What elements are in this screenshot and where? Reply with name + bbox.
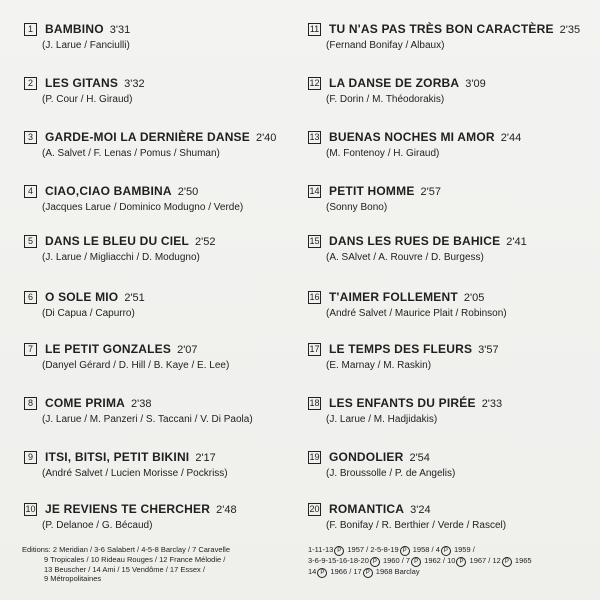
track-number-box: 15 [309, 236, 320, 246]
track-line [308, 396, 588, 411]
track-item [308, 502, 588, 532]
track-title: LES GITANS [45, 76, 119, 90]
track-line [24, 396, 294, 411]
track-title: LE TEMPS DES FLEURS [329, 342, 473, 356]
track-title: LES ENFANTS DU PIRÉE [329, 396, 476, 410]
track-title: CIAO,CIAO BAMBINA [45, 184, 172, 198]
track-duration: 2'44 [500, 132, 522, 144]
track-duration: 2'54 [409, 452, 430, 464]
track-line [24, 22, 294, 37]
track-credits: (André Salvet / Maurice Plait / Robinson) [326, 308, 507, 319]
track-line [308, 450, 588, 465]
track-item [308, 450, 588, 480]
track-credits: (A. SAlvet / A. Rouvre / D. Burgess) [326, 252, 484, 263]
track-item [24, 22, 294, 52]
track-line [308, 290, 588, 305]
track-credits: (André Salvet / Lucien Morisse / Pockriss) [42, 468, 228, 479]
track-number-box: 1 [24, 23, 37, 36]
track-duration: 3'09 [465, 78, 486, 90]
track-item [308, 76, 588, 106]
copyright-line [308, 545, 588, 556]
track-duration: 2'41 [506, 236, 527, 248]
track-credits: (J. Broussolle / P. de Angelis) [326, 468, 456, 479]
phonogram-icon: P [363, 568, 373, 578]
track-number-box: 6 [24, 291, 37, 304]
track-number-box: 20 [309, 504, 320, 514]
track-line [24, 130, 294, 145]
phonogram-icon: P [441, 546, 451, 556]
phonogram-icon: P [317, 568, 327, 578]
track-credits: (E. Marnay / M. Raskin) [326, 360, 432, 371]
phonogram-icon: P [370, 557, 380, 567]
track-duration: 3'31 [109, 24, 131, 36]
track-line [308, 76, 588, 91]
track-number-box: 2 [24, 77, 37, 90]
track-item [308, 184, 588, 214]
track-item [308, 130, 588, 160]
track-credits: (J. Larue / Fanciulli) [42, 40, 130, 51]
phonogram-icon: P [411, 557, 421, 567]
copyright-text: 1965 [512, 556, 532, 565]
track-duration: 2'57 [420, 186, 441, 198]
track-title: ITSI, BITSI, PETIT BIKINI [45, 450, 190, 464]
track-credits: (Jacques Larue / Dominico Modugno / Verde) [42, 202, 244, 213]
phonogram-icon: P [456, 557, 466, 567]
track-credits: (M. Fontenoy / H. Giraud) [326, 148, 440, 159]
track-number-box: 10 [25, 504, 36, 514]
track-credits: (Sonny Bono) [326, 202, 388, 213]
track-credits: (P. Delanoe / G. Bécaud) [42, 520, 153, 531]
copyright-line [308, 567, 588, 578]
track-title: PETIT HOMME [329, 184, 415, 198]
track-title: JE REVIENS TE CHERCHER [45, 502, 211, 516]
track-item [24, 184, 294, 214]
copyright-text: 1957 / 2-5-8-19 [345, 545, 399, 554]
copyright-text: 1960 / 7 [380, 556, 411, 565]
track-number-box: 13 [309, 132, 320, 142]
track-item [308, 396, 588, 426]
track-line [308, 22, 588, 37]
track-number-box: 16 [309, 292, 320, 302]
track-title: BAMBINO [45, 22, 104, 36]
copyright-text: 1966 / 17 [328, 567, 362, 576]
track-line [308, 234, 588, 249]
editions-line: Editions: 2 Meridian / 3-6 Salabert / 4-5-8 Barclay / 7 Caravelle [22, 545, 231, 554]
phonogram-icon: P [502, 557, 512, 567]
track-duration: 2'07 [177, 344, 198, 356]
editions-line: 9 Métropolitaines [44, 574, 102, 584]
track-duration: 3'57 [478, 344, 499, 356]
track-item [24, 290, 294, 320]
track-credits: (J. Larue / M. Hadjidakis) [326, 414, 438, 425]
copyright-text: 1967 / 12 [467, 556, 501, 565]
track-number-box: 14 [309, 186, 320, 196]
track-title: COME PRIMA [45, 396, 125, 410]
track-title: GARDE-MOI LA DERNIÈRE DANSE [45, 130, 250, 144]
track-title: TU N'AS PAS TRÈS BON CARACTÈRE [329, 22, 554, 36]
track-title: BUENAS NOCHES MI AMOR [329, 130, 495, 144]
track-item [308, 290, 588, 320]
track-item [24, 450, 294, 480]
track-title: O SOLE MIO [45, 290, 119, 304]
track-duration: 3'24 [410, 504, 431, 516]
track-duration: 2'35 [559, 24, 581, 36]
editions-footer [22, 545, 292, 584]
track-credits: (J. Larue / Migliacchi / D. Modugno) [42, 252, 200, 263]
track-item [308, 234, 588, 264]
track-item [308, 22, 588, 52]
track-duration: 2'48 [216, 504, 237, 516]
track-item [24, 396, 294, 426]
track-number-box: 18 [309, 398, 320, 408]
copyright-text: 1968 Barclay [373, 567, 420, 576]
track-credits: (J. Larue / M. Panzeri / S. Taccani / V. Di Paola) [42, 414, 253, 425]
track-number-box: 8 [24, 397, 37, 410]
track-line [24, 502, 294, 517]
track-number-box: 11 [309, 24, 320, 34]
phonogram-icon: P [400, 546, 410, 556]
track-title: LA DANSE DE ZORBA [329, 76, 460, 90]
track-number-box: 4 [24, 185, 37, 198]
track-title: DANS LES RUES DE BAHICE [329, 234, 501, 248]
track-line [24, 76, 294, 91]
track-line [24, 184, 294, 199]
track-line [308, 184, 588, 199]
track-duration: 2'17 [195, 452, 216, 464]
track-number-box: 5 [24, 235, 37, 248]
track-number-box: 19 [309, 452, 320, 462]
track-credits: (Danyel Gérard / D. Hill / B. Kaye / E. Lee) [42, 360, 230, 371]
track-credits: (F. Dorin / M. Théodorakis) [326, 94, 445, 105]
track-line [24, 290, 294, 305]
editions-line: 13 Beuscher / 14 Ami / 15 Vendôme / 17 Essex / [44, 564, 205, 574]
track-number-box: 3 [24, 131, 37, 144]
track-duration: 2'05 [463, 292, 485, 304]
copyright-text: 1962 / 10 [422, 556, 456, 565]
track-duration: 2'40 [255, 132, 277, 144]
track-item [24, 76, 294, 106]
track-credits: (P. Cour / H. Giraud) [42, 94, 133, 105]
track-credits: (A. Salvet / F. Lenas / Pomus / Shuman) [42, 148, 220, 159]
track-line [308, 502, 588, 517]
track-duration: 2'50 [177, 186, 199, 198]
track-number-box: 9 [24, 451, 37, 464]
copyright-text: 1959 / [451, 545, 475, 554]
track-line [308, 130, 588, 145]
track-number-box: 12 [309, 78, 320, 88]
track-title: ROMANTICA [329, 502, 405, 516]
track-number-box: 17 [309, 344, 320, 354]
track-title: DANS LE BLEU DU CIEL [45, 234, 190, 248]
track-credits: (F. Bonifay / R. Berthier / Verde / Rascel) [326, 520, 507, 531]
track-line [308, 342, 588, 357]
track-credits: (Di Capua / Capurro) [42, 308, 135, 319]
track-item [24, 342, 294, 372]
track-item [308, 342, 588, 372]
track-line [24, 234, 294, 249]
track-line [24, 450, 294, 465]
copyright-line [308, 556, 588, 567]
track-duration: 2'51 [124, 292, 145, 304]
copyright-text: 3-6-9-15-16-18-20 [308, 556, 369, 565]
copyright-text: 1958 / 4 [410, 545, 440, 554]
track-duration: 3'32 [124, 78, 145, 90]
track-title: GONDOLIER [329, 450, 404, 464]
track-item [24, 502, 294, 532]
track-line [24, 342, 294, 357]
copyright-text: 14 [308, 567, 317, 576]
track-item [24, 234, 294, 264]
track-item [24, 130, 294, 160]
track-number-box: 7 [24, 343, 37, 356]
copyright-footer [308, 545, 588, 578]
track-credits: (Fernand Bonifay / Albaux) [326, 40, 445, 51]
track-duration: 2'38 [131, 398, 152, 410]
copyright-text: 1-11-13 [308, 545, 334, 554]
editions-line: 9 Tropicales / 10 Rideau Rouges / 12 France Mélodie / [44, 554, 226, 564]
track-title: LE PETIT GONZALES [45, 342, 172, 356]
track-title: T'AIMER FOLLEMENT [329, 290, 458, 304]
track-duration: 2'52 [195, 236, 216, 248]
phonogram-icon: P [334, 546, 344, 556]
track-duration: 2'33 [481, 398, 503, 410]
